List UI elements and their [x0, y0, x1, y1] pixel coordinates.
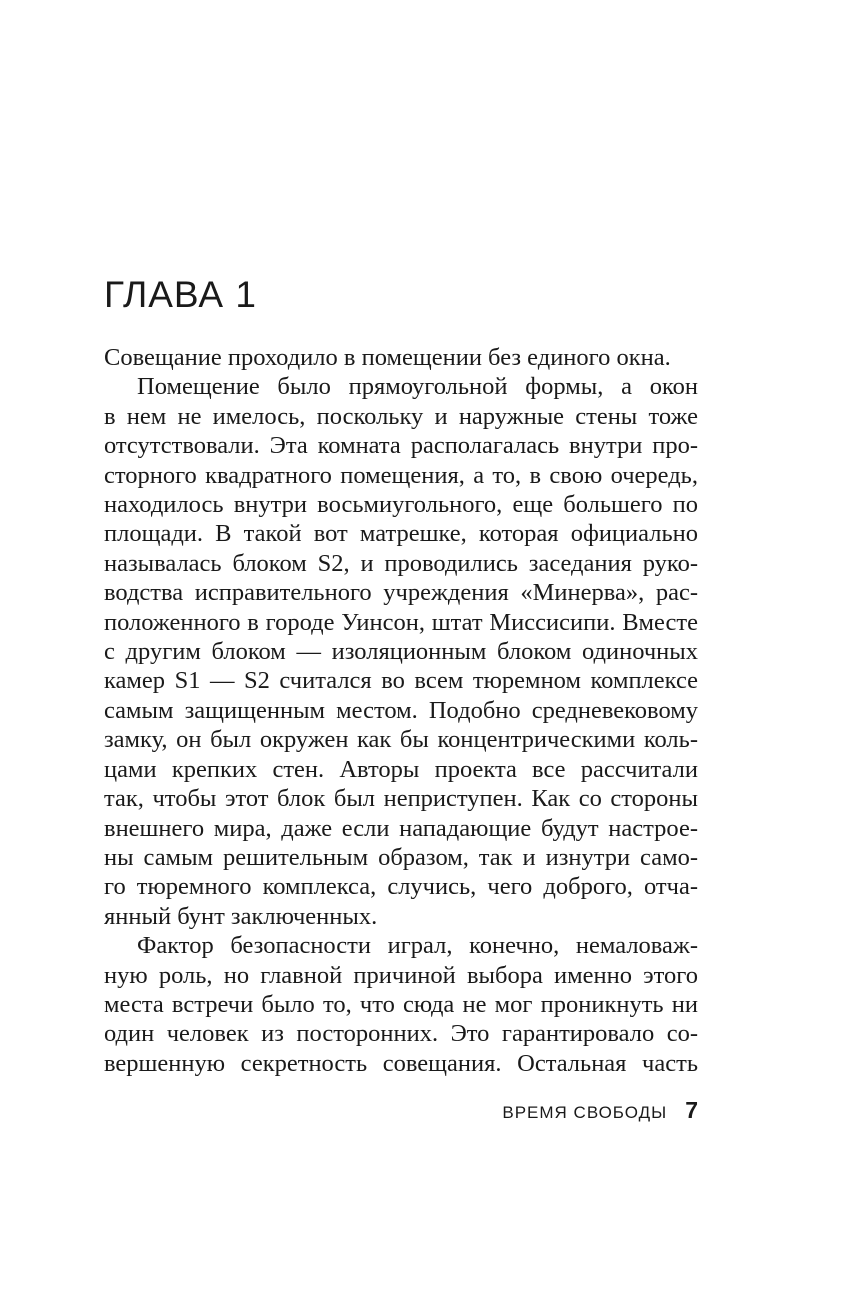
text-line: замку, он был окружен как бы концентрическими коль-	[104, 726, 698, 754]
text-line: ны самым решительным образом, так и изнутри само-	[104, 843, 698, 871]
text-line: с другим блоком — изоляционным блоком одиночных	[104, 638, 698, 666]
text-line: Совещание проходило в помещении без единого окна.	[104, 344, 671, 371]
text-line: в нем не имелось, поскольку и наружные стены тоже	[104, 402, 698, 430]
text-line: внешнего мира, даже если нападающие будут настрое-	[104, 814, 698, 842]
text-line: водства исправительного учреждения «Минерва», рас-	[104, 579, 698, 607]
paragraph-3	[104, 931, 698, 1078]
page-footer	[502, 1097, 698, 1124]
running-head: ВРЕМЯ СВОБОДЫ	[502, 1103, 668, 1122]
text-line: самым защищенным местом. Подобно средневековому	[104, 696, 698, 724]
paragraph-1	[104, 343, 698, 372]
text-line: так, чтобы этот блок был неприступен. Как со стороны	[104, 785, 698, 813]
paragraph-2	[104, 372, 698, 931]
text-line: Помещение было прямоугольной формы, а окон	[137, 373, 698, 401]
text-line: вершенную секретность совещания. Остальная часть	[104, 1049, 698, 1077]
text-line: ную роль, но главной причиной выбора именно этого	[104, 961, 698, 989]
text-line: положенного в городе Уинсон, штат Миссисипи. Вместе	[104, 608, 698, 636]
text-line: места встречи было то, что сюда не мог проникнуть ни	[104, 990, 698, 1018]
text-line: один человек из посторонних. Это гарантировало со-	[104, 1020, 698, 1048]
text-line: Фактор безопасности играл, конечно, немаловаж-	[137, 932, 698, 960]
text-line: цами крепких стен. Авторы проекта все рассчитали	[104, 755, 698, 783]
text-line: камер S1 — S2 считался во всем тюремном комплексе	[104, 667, 698, 695]
text-line: площади. В такой вот матрешке, которая официально	[104, 520, 698, 548]
chapter-title: ГЛАВА 1	[104, 274, 257, 315]
text-line: отсутствовали. Эта комната располагалась внутри про-	[104, 432, 698, 460]
text-line: находилось внутри восьмиугольного, еще большего по	[104, 491, 698, 519]
text-line: янный бунт заключенных.	[104, 902, 378, 930]
text-line: го тюремного комплекса, случись, чего доброго, отча-	[104, 873, 698, 901]
text-line: называлась блоком S2, и проводились заседания руко-	[104, 549, 698, 577]
text-line: сторного квадратного помещения, а то, в свою очередь,	[104, 461, 698, 489]
body-text	[104, 343, 698, 1078]
page-number: 7	[685, 1097, 698, 1123]
